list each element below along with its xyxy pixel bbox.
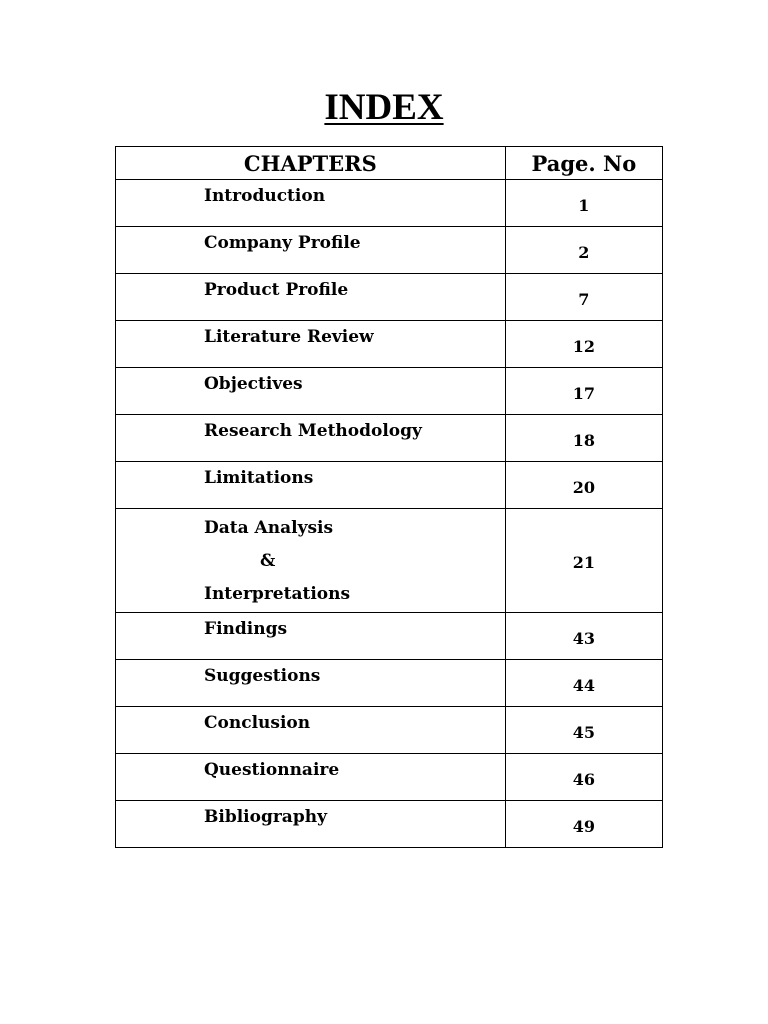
page-number: 45 bbox=[505, 707, 662, 754]
chapter-title: Literature Review bbox=[116, 321, 506, 368]
table-row bbox=[116, 274, 663, 321]
table-row bbox=[116, 227, 663, 274]
table-row bbox=[116, 754, 663, 801]
page-number: 43 bbox=[505, 613, 662, 660]
chapter-title: Questionnaire bbox=[116, 754, 506, 801]
page-number: 20 bbox=[505, 462, 662, 509]
table-row bbox=[116, 613, 663, 660]
page-number: 12 bbox=[505, 321, 662, 368]
page-number: 2 bbox=[505, 227, 662, 274]
chapter-title: Bibliography bbox=[116, 801, 506, 848]
chapter-title: Limitations bbox=[116, 462, 506, 509]
index-table bbox=[115, 146, 663, 848]
chapters-header: CHAPTERS bbox=[116, 147, 506, 180]
page-number: 44 bbox=[505, 660, 662, 707]
page-number: 1 bbox=[505, 180, 662, 227]
table-header-row bbox=[116, 147, 663, 180]
page-number-header: Page. No bbox=[505, 147, 662, 180]
table-row bbox=[116, 707, 663, 754]
page-title: INDEX bbox=[324, 87, 444, 128]
table-row bbox=[116, 321, 663, 368]
table-row bbox=[116, 801, 663, 848]
chapter-title: Findings bbox=[116, 613, 506, 660]
page-number: 17 bbox=[505, 368, 662, 415]
page-number: 49 bbox=[505, 801, 662, 848]
table-row bbox=[116, 368, 663, 415]
table-row bbox=[116, 415, 663, 462]
chapter-title: Introduction bbox=[116, 180, 506, 227]
chapter-title-line: Data Analysis bbox=[204, 518, 334, 538]
chapter-title: Company Profile bbox=[116, 227, 506, 274]
page-number: 21 bbox=[505, 509, 662, 613]
chapter-title: Conclusion bbox=[116, 707, 506, 754]
page-number: 18 bbox=[505, 415, 662, 462]
page-number: 7 bbox=[505, 274, 662, 321]
chapter-title-line: Interpretations bbox=[204, 584, 351, 604]
table-row bbox=[116, 180, 663, 227]
chapter-title: Product Profile bbox=[116, 274, 506, 321]
chapter-title-line: & bbox=[260, 551, 276, 571]
table-row bbox=[116, 660, 663, 707]
chapter-title: Research Methodology bbox=[116, 415, 506, 462]
table-row bbox=[116, 509, 663, 613]
chapter-title: Suggestions bbox=[116, 660, 506, 707]
table-row bbox=[116, 462, 663, 509]
page-number: 46 bbox=[505, 754, 662, 801]
chapter-title: Objectives bbox=[116, 368, 506, 415]
chapter-title bbox=[116, 509, 506, 613]
